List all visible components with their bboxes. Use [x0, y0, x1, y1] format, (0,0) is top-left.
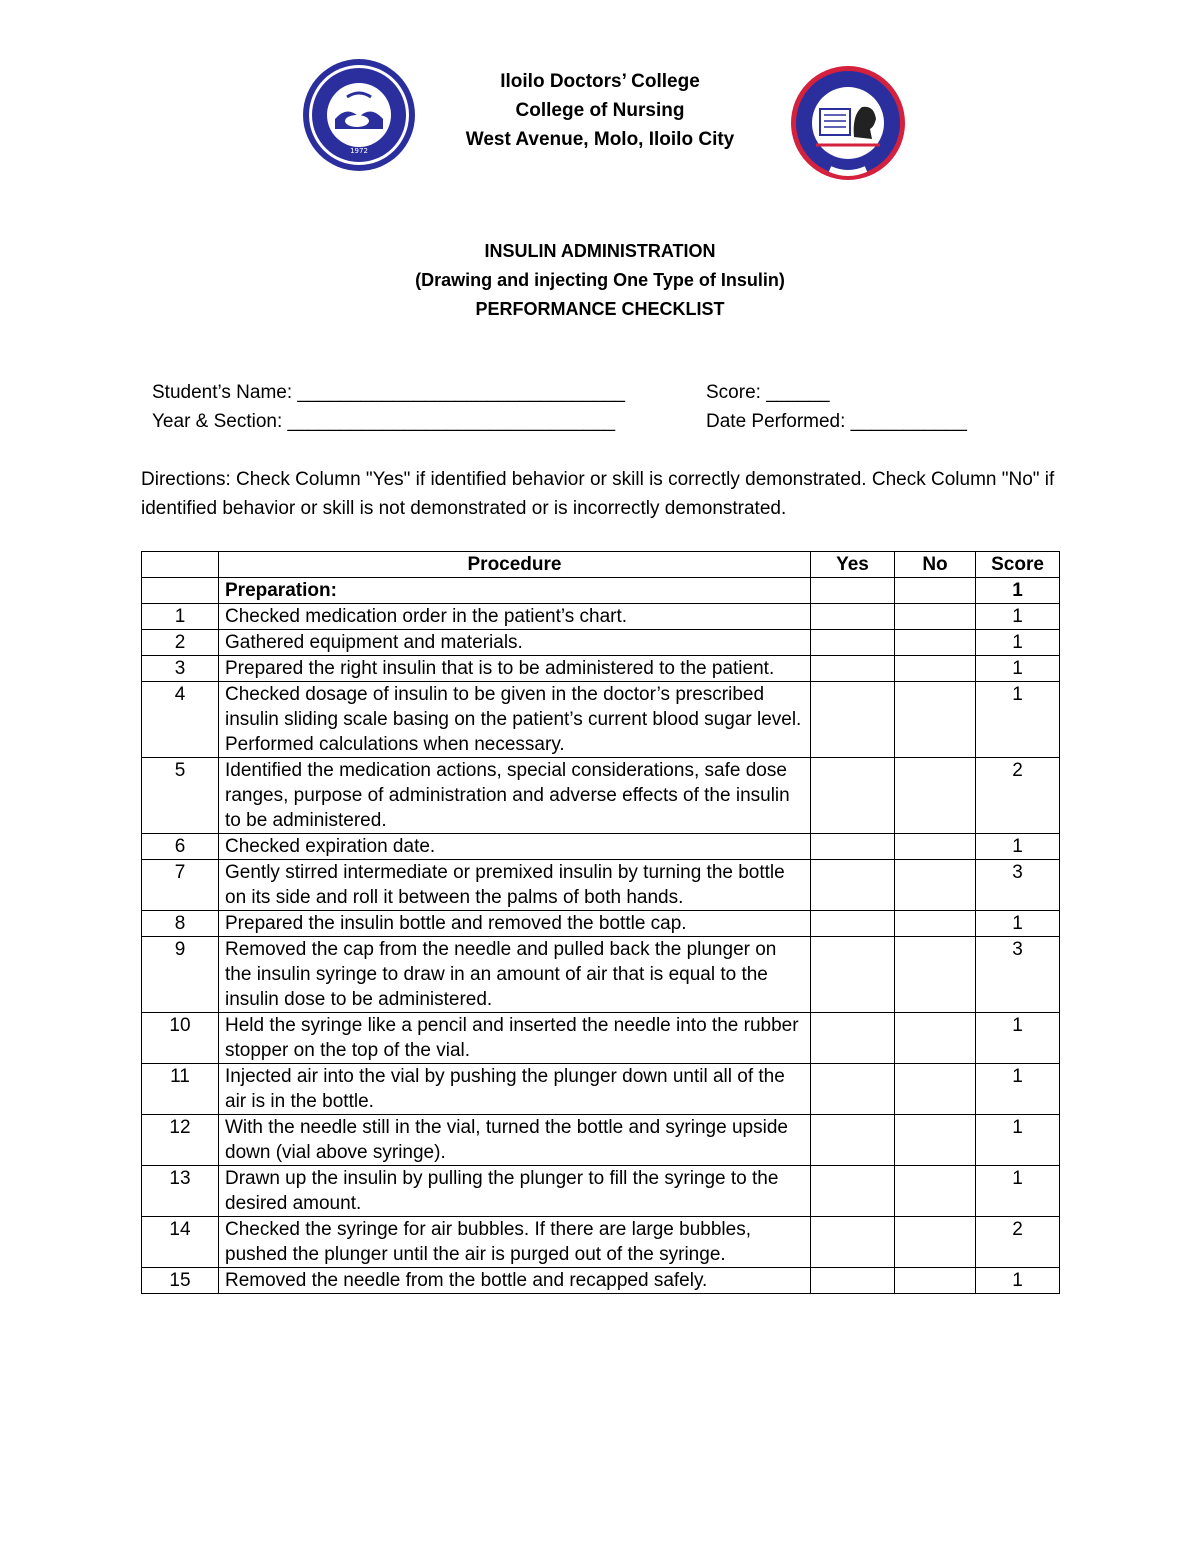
student-name-field: Student’s Name: _______________________________ — [152, 382, 625, 403]
table-row — [142, 911, 1060, 937]
row-number: 7 — [142, 860, 219, 911]
procedure-text: Checked dosage of insulin to be given in the doctor’s prescribed insulin sliding scale basing on the patient’s current blood sugar level. Performed calculations when necessary. — [219, 682, 811, 758]
score-value: 1 — [976, 630, 1060, 656]
no-checkbox-cell[interactable] — [895, 860, 976, 911]
score-value: 1 — [976, 1064, 1060, 1115]
directions-text: Directions: Check Column "Yes" if identified behavior or skill is correctly demonstrated. Check Column "No" if identified behavior or skill is not demonstrated or is incorrectly demonstrated. — [141, 469, 1055, 519]
row-number: 2 — [142, 630, 219, 656]
procedure-text: Checked the syringe for air bubbles. If there are large bubbles, pushed the plunger until the air is purged out of the syringe. — [219, 1217, 811, 1268]
section-row-preparation — [142, 578, 1060, 604]
checklist-type: PERFORMANCE CHECKLIST — [475, 299, 725, 319]
yes-checkbox-cell[interactable] — [811, 911, 895, 937]
svg-text:1972: 1972 — [350, 147, 368, 155]
table-row — [142, 1064, 1060, 1115]
score-value: 3 — [976, 860, 1060, 911]
yes-checkbox-cell[interactable] — [811, 834, 895, 860]
college-name: College of Nursing — [515, 100, 685, 121]
checklist-title: INSULIN ADMINISTRATION — [484, 241, 716, 261]
score-field: Score: ______ — [706, 382, 830, 403]
header-yes: Yes — [811, 552, 895, 578]
row-number: 9 — [142, 937, 219, 1013]
checklist-subtitle: (Drawing and injecting One Type of Insulin) — [415, 270, 785, 290]
table-row — [142, 1268, 1060, 1294]
row-number: 12 — [142, 1115, 219, 1166]
table-row — [142, 630, 1060, 656]
institution-address: West Avenue, Molo, Iloilo City — [465, 129, 735, 150]
no-checkbox-cell[interactable] — [895, 911, 976, 937]
row-number: 8 — [142, 911, 219, 937]
row-number: 5 — [142, 758, 219, 834]
procedure-text: Removed the needle from the bottle and recapped safely. — [219, 1268, 811, 1294]
procedure-text: Drawn up the insulin by pulling the plunger to fill the syringe to the desired amount. — [219, 1166, 811, 1217]
score-value: 2 — [976, 1217, 1060, 1268]
score-value: 2 — [976, 758, 1060, 834]
no-checkbox-cell[interactable] — [895, 1217, 976, 1268]
no-checkbox-cell[interactable] — [895, 937, 976, 1013]
no-checkbox-cell[interactable] — [895, 604, 976, 630]
header-score: Score — [976, 552, 1060, 578]
yes-checkbox-cell[interactable] — [811, 1013, 895, 1064]
yes-checkbox-cell[interactable] — [811, 656, 895, 682]
no-checkbox-cell[interactable] — [895, 682, 976, 758]
table-header-row — [142, 552, 1060, 578]
yes-checkbox-cell[interactable] — [811, 1064, 895, 1115]
institution-info — [0, 67, 1200, 154]
score-value: 1 — [976, 604, 1060, 630]
yes-checkbox-cell[interactable] — [811, 604, 895, 630]
no-checkbox-cell[interactable] — [895, 1166, 976, 1217]
table-row — [142, 682, 1060, 758]
performance-checklist-table — [141, 551, 1060, 1294]
procedure-text: Held the syringe like a pencil and inserted the needle into the rubber stopper on the top of the vial. — [219, 1013, 811, 1064]
yes-checkbox-cell[interactable] — [811, 630, 895, 656]
no-checkbox-cell[interactable] — [895, 578, 976, 604]
score-value: 1 — [976, 911, 1060, 937]
year-section-field: Year & Section: _______________________________ — [152, 411, 616, 432]
no-checkbox-cell[interactable] — [895, 834, 976, 860]
score-value: 1 — [976, 1268, 1060, 1294]
document-header — [0, 0, 1200, 190]
no-checkbox-cell[interactable] — [895, 758, 976, 834]
table-row — [142, 860, 1060, 911]
row-number: 11 — [142, 1064, 219, 1115]
table-body — [142, 578, 1060, 1294]
document-titles — [0, 237, 1200, 324]
row-number: 14 — [142, 1217, 219, 1268]
section-label: Preparation: — [219, 578, 811, 604]
table-row — [142, 758, 1060, 834]
procedure-text: Removed the cap from the needle and pulled back the plunger on the insulin syringe to draw in an amount of air that is equal to the insulin dose to be administered. — [219, 937, 811, 1013]
header-number — [142, 552, 219, 578]
section-score: 1 — [976, 578, 1060, 604]
procedure-text: Gently stirred intermediate or premixed insulin by turning the bottle on its side and roll it between the palms of both hands. — [219, 860, 811, 911]
no-checkbox-cell[interactable] — [895, 656, 976, 682]
row-number: 10 — [142, 1013, 219, 1064]
yes-checkbox-cell[interactable] — [811, 578, 895, 604]
procedure-text: Prepared the insulin bottle and removed the bottle cap. — [219, 911, 811, 937]
procedure-text: Checked expiration date. — [219, 834, 811, 860]
score-value: 1 — [976, 1166, 1060, 1217]
table-row — [142, 937, 1060, 1013]
table-row — [142, 1013, 1060, 1064]
score-value: 1 — [976, 1013, 1060, 1064]
header-no: No — [895, 552, 976, 578]
no-checkbox-cell[interactable] — [895, 1115, 976, 1166]
yes-checkbox-cell[interactable] — [811, 1115, 895, 1166]
table-row — [142, 834, 1060, 860]
yes-checkbox-cell[interactable] — [811, 682, 895, 758]
yes-checkbox-cell[interactable] — [811, 937, 895, 1013]
no-checkbox-cell[interactable] — [895, 1268, 976, 1294]
procedure-text: Injected air into the vial by pushing the plunger down until all of the air is in the bottle. — [219, 1064, 811, 1115]
header-procedure: Procedure — [219, 552, 811, 578]
row-number: 3 — [142, 656, 219, 682]
row-number: 6 — [142, 834, 219, 860]
score-value: 1 — [976, 656, 1060, 682]
row-number: 4 — [142, 682, 219, 758]
yes-checkbox-cell[interactable] — [811, 1166, 895, 1217]
row-number: 1 — [142, 604, 219, 630]
procedure-text: Prepared the right insulin that is to be administered to the patient. — [219, 656, 811, 682]
no-checkbox-cell[interactable] — [895, 630, 976, 656]
yes-checkbox-cell[interactable] — [811, 1217, 895, 1268]
row-number: 15 — [142, 1268, 219, 1294]
table-row — [142, 1217, 1060, 1268]
section-number-cell — [142, 578, 219, 604]
row-number: 13 — [142, 1166, 219, 1217]
no-checkbox-cell[interactable] — [895, 1013, 976, 1064]
score-value: 1 — [976, 1115, 1060, 1166]
table-row — [142, 604, 1060, 630]
procedure-text: With the needle still in the vial, turned the bottle and syringe upside down (vial above syringe). — [219, 1115, 811, 1166]
procedure-text: Checked medication order in the patient’s chart. — [219, 604, 811, 630]
table-row — [142, 656, 1060, 682]
procedure-text: Gathered equipment and materials. — [219, 630, 811, 656]
yes-checkbox-cell[interactable] — [811, 860, 895, 911]
table-row — [142, 1166, 1060, 1217]
institution-name: Iloilo Doctors’ College — [500, 71, 700, 92]
no-checkbox-cell[interactable] — [895, 1064, 976, 1115]
table-row — [142, 1115, 1060, 1166]
yes-checkbox-cell[interactable] — [811, 1268, 895, 1294]
score-value: 1 — [976, 682, 1060, 758]
yes-checkbox-cell[interactable] — [811, 758, 895, 834]
procedure-text: Identified the medication actions, special considerations, safe dose ranges, purpose of administration and adverse effects of the insulin to be administered. — [219, 758, 811, 834]
nursing-seal-logo — [790, 65, 906, 181]
date-performed-field: Date Performed: ___________ — [706, 411, 967, 432]
score-value: 3 — [976, 937, 1060, 1013]
score-value: 1 — [976, 834, 1060, 860]
